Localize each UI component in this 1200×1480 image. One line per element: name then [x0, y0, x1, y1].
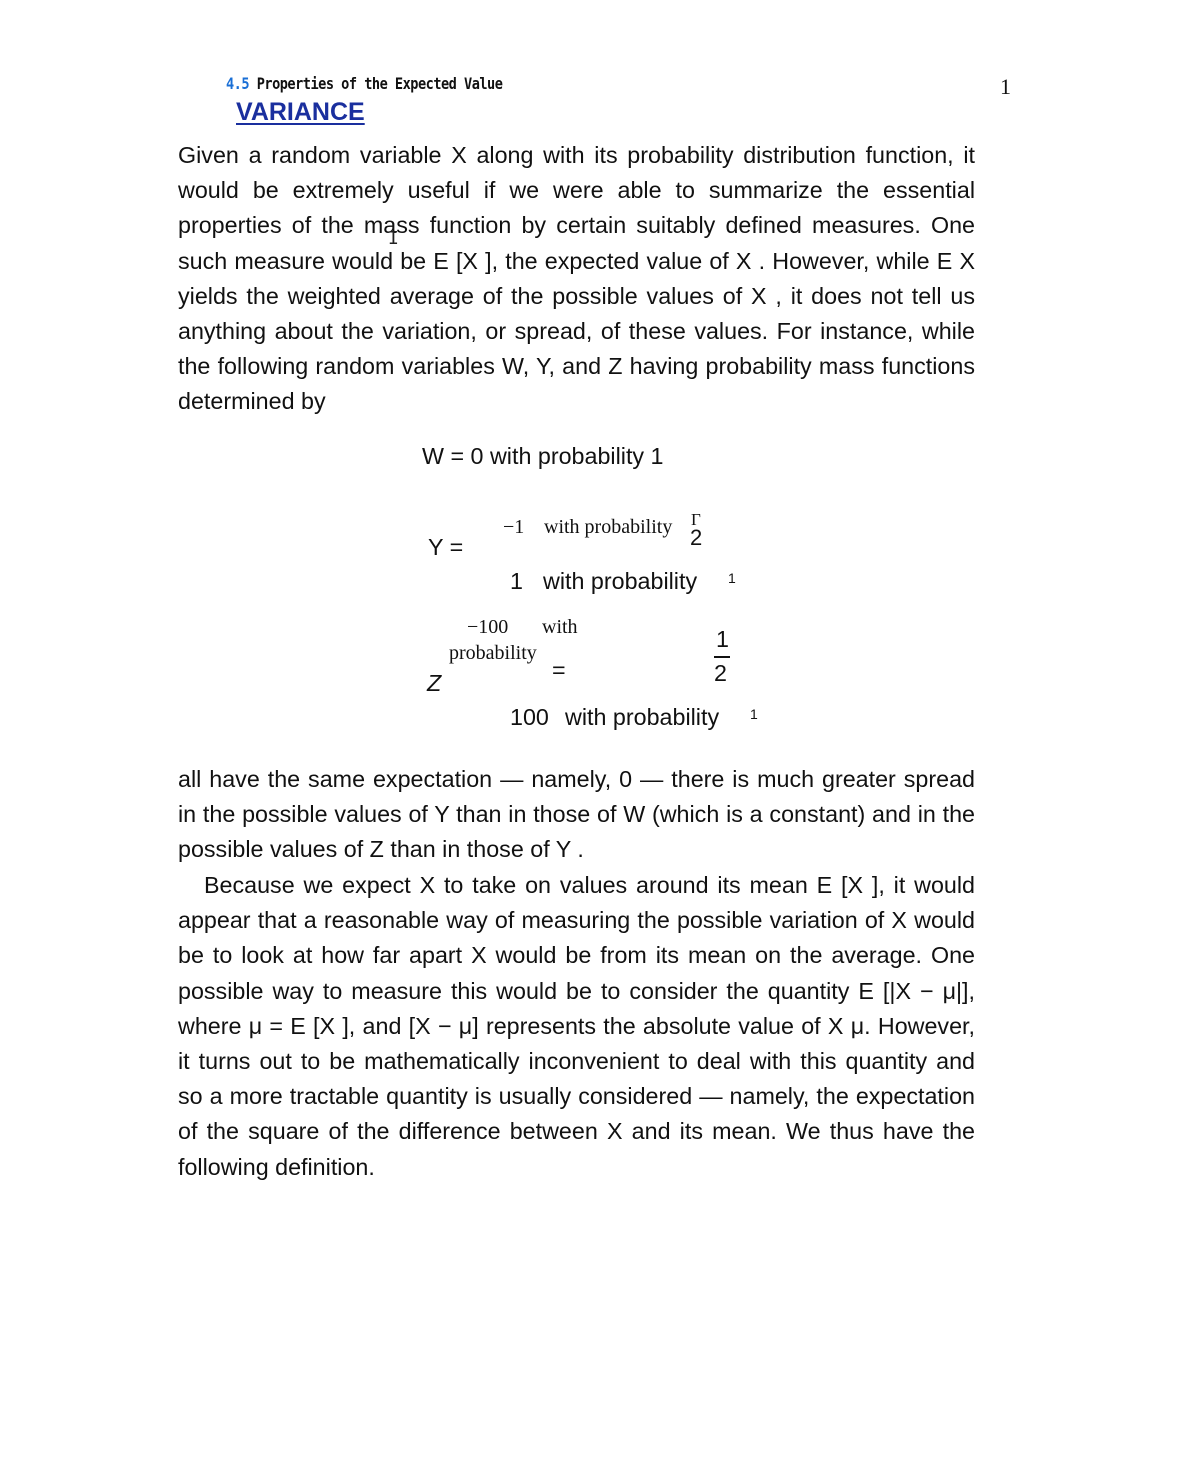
equation-y-case1-value: −1	[503, 516, 525, 538]
equation-y-case1-text: with probability	[544, 516, 673, 538]
equation-y-case2-text: with probability	[543, 568, 698, 594]
equation-y-case1-frac-mark: Γ	[691, 510, 701, 529]
section-number: 4.5	[226, 74, 250, 93]
equation-z-frac-den: 2	[714, 660, 727, 686]
text-cursor-icon	[388, 228, 397, 250]
equation-z-case1-text-a: with	[542, 616, 578, 638]
equation-y-case1-frac: 2	[690, 525, 703, 550]
running-header	[226, 74, 502, 93]
equation-z-case2-text: with probability	[565, 704, 720, 730]
equation-y-case2-frac: 1	[728, 570, 736, 586]
intro-paragraph: Given a random variable X along with its probability distribution function, it would be extremely useful if we were able to summarize the essential properties of the mass function by certain suitably defined measures. One such measure would be E [X ], the expected value of X . However, while E X yields the weighted average of the possible values of X , it does not tell us anything about the variation, or spread, of these values. For instance, while the following random variables W, Y, and Z having probability mass functions determined by	[178, 142, 975, 415]
equation-z-case2-value: 100	[510, 704, 549, 730]
page-number: 1	[1000, 74, 1011, 99]
equation-z-label: Z	[427, 670, 442, 696]
spread-paragraph: all have the same expectation — namely, 0 — there is much greater spread in the possible values of Y than in those of W (which is a constant) and in the possible values of Z than in those of Y .	[178, 766, 975, 863]
equation-y-label: Y =	[428, 534, 464, 560]
equation-z-case1-text-b: probability	[449, 642, 537, 664]
equation-z-equals: =	[552, 657, 566, 683]
section-title: Properties of the Expected Value	[249, 74, 503, 93]
section-heading: VARIANCE	[236, 98, 365, 126]
equation-y-case2-value: 1	[510, 568, 523, 594]
variance-motivation-paragraph: Because we expect X to take on values around its mean E [X ], it would appear that a reasonable way of measuring the possible variation of X would be to look at how far apart X would be from its mean on the average. One possible way to measure this would be to consider the quantity E [|X − μ|], where μ = E [X ], and [X − μ] represents the absolute value of X μ. However, it turns out to be mathematically inconvenient to deal with this quantity and so a more tractable quantity is usually considered — namely, the expectation of the square of the difference between X and its mean. We thus have the following definition.	[178, 872, 975, 1180]
equation-z-case2-frac: 1	[750, 706, 758, 722]
equation-w: W = 0 with probability 1	[422, 443, 664, 469]
equation-z-frac-line	[714, 656, 730, 658]
equation-z-case1-value: −100	[467, 616, 509, 638]
equation-z-frac-num: 1	[716, 626, 729, 652]
